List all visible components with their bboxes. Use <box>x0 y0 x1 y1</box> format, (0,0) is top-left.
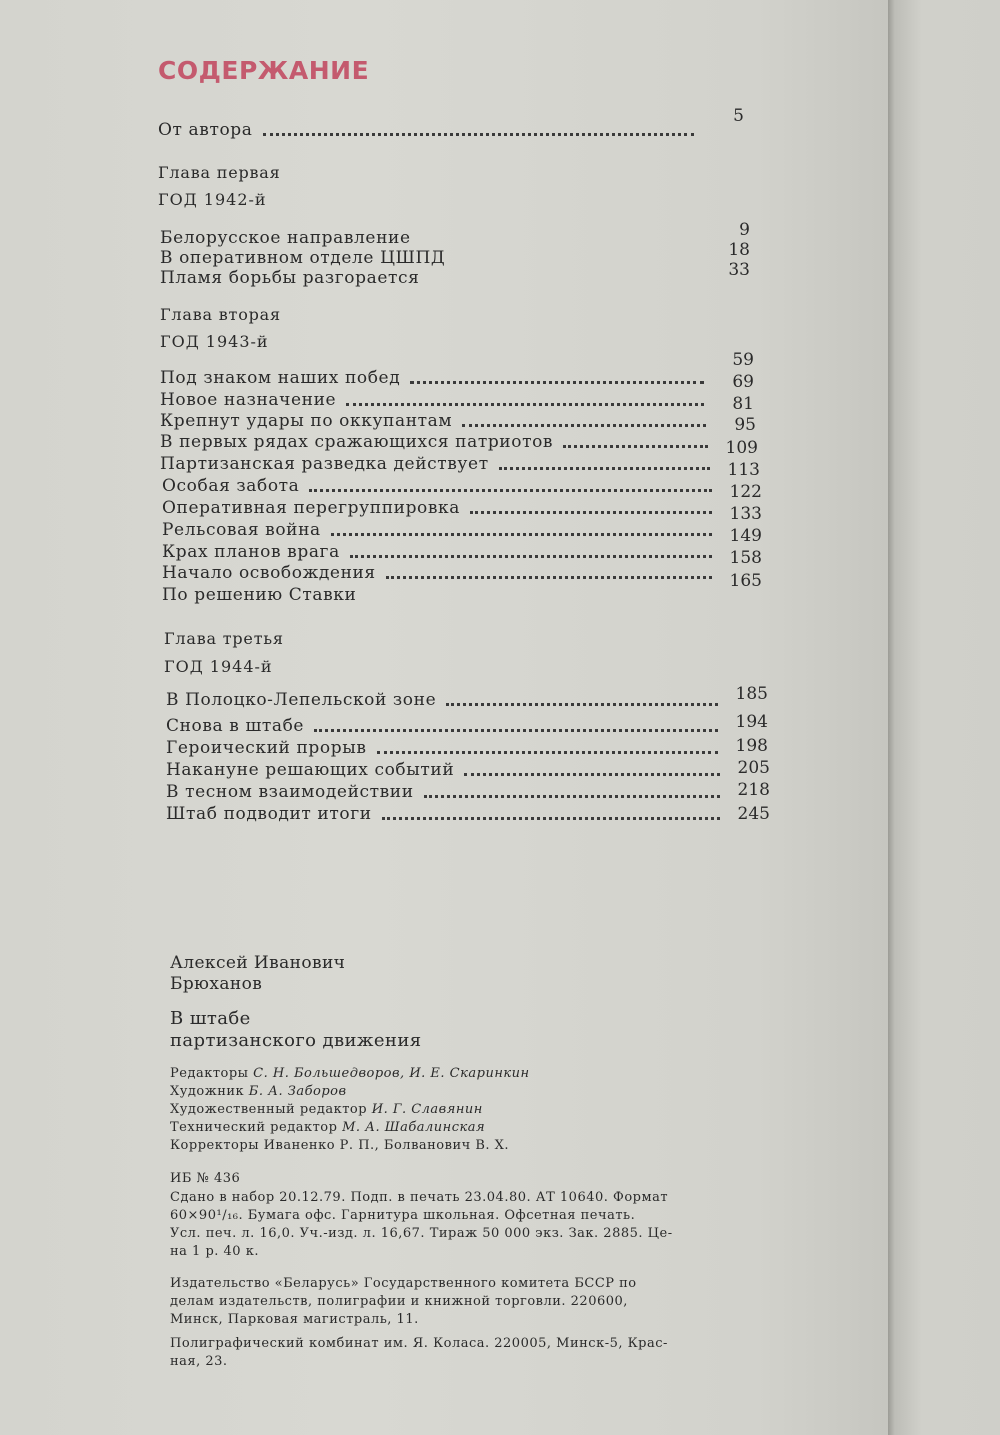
toc-entry-label: Партизанская разведка действует <box>160 454 489 474</box>
toc-entry-label: В первых рядах сражающихся патриотов <box>160 432 554 452</box>
printer-line-2: ная, 23. <box>170 1354 228 1369</box>
editors-label: Редакторы <box>170 1066 249 1081</box>
toc-entry <box>160 430 758 458</box>
toc-entry <box>160 366 754 390</box>
chapter-heading: Глава первая <box>158 163 281 182</box>
toc-entry-preface <box>158 106 744 142</box>
toc-entry <box>166 736 768 760</box>
toc-entry-label: Героический прорыв <box>166 738 367 758</box>
toc-entry-label: По решению Ставки <box>162 585 357 605</box>
toc-entry-page: 245 <box>737 804 770 824</box>
chapter-heading: Глава третья <box>164 629 284 648</box>
toc-entry-page: 158 <box>729 548 762 568</box>
toc-entry-label: Крах планов врага <box>162 542 340 562</box>
toc-entry-label: Крепнут удары по оккупантам <box>160 411 453 431</box>
book-gutter <box>888 0 1000 1435</box>
toc-entry-label: Оперативная перегруппировка <box>162 498 461 518</box>
print-info-line-2: 60×90¹/₁₆. Бумага офс. Гарнитура школьная. Офсетная печать. <box>170 1208 636 1223</box>
book-title-line-1: В штабе <box>170 1008 251 1029</box>
toc-entry-page: 69 <box>732 372 754 392</box>
toc-entry-page: 198 <box>735 736 768 756</box>
toc-entry <box>166 684 768 712</box>
dot-leader <box>410 380 704 384</box>
dot-leader <box>455 262 700 263</box>
dot-leader <box>350 554 712 558</box>
toc-entry-page: 18 <box>728 240 750 260</box>
art-editor-name: И. Г. Славянин <box>371 1102 483 1117</box>
toc-entry-page: 9 <box>739 220 750 240</box>
tech-editor-line <box>170 1120 485 1135</box>
dot-leader <box>263 132 694 136</box>
chapter-year: ГОД 1944-й <box>164 657 273 676</box>
toc-entry-label: Начало освобождения <box>162 563 376 583</box>
dot-leader <box>314 728 718 732</box>
dot-leader <box>464 772 720 776</box>
tech-editor-name: М. А. Шабалинская <box>342 1120 486 1135</box>
publisher-line-2: делам издательств, полиграфии и книжной торговли. 220600, <box>170 1294 628 1309</box>
author-surname: Брюханов <box>170 974 263 994</box>
toc-entry-label: Пламя борьбы разгорается <box>160 268 420 288</box>
print-info-line-3: Усл. печ. л. 16,0. Уч.-изд. л. 16,67. Тираж 50 000 экз. Зак. 2885. Це- <box>170 1226 673 1241</box>
toc-entry <box>162 561 762 591</box>
toc-entry-label: Под знаком наших побед <box>160 368 401 388</box>
dot-leader <box>462 423 706 427</box>
art-editor-line <box>170 1102 483 1117</box>
toc-entry-page: 205 <box>737 758 770 778</box>
dot-leader <box>377 750 718 754</box>
ib-number: ИБ № 436 <box>170 1171 241 1186</box>
dot-leader <box>429 282 700 283</box>
editors-names: С. Н. Большедворов, И. Е. Скаринкин <box>253 1066 530 1081</box>
artist-label: Художник <box>170 1084 245 1099</box>
dot-leader <box>470 510 712 514</box>
toc-entry <box>166 802 770 826</box>
print-info-line-1: Сдано в набор 20.12.79. Подп. в печать 23.04.80. АТ 10640. Формат <box>170 1190 669 1205</box>
author-name: Алексей Иванович <box>170 953 346 973</box>
dot-leader <box>424 794 720 798</box>
art-editor-label: Художественный редактор <box>170 1102 368 1117</box>
chapter-first-page: 59 <box>732 350 754 370</box>
toc-entry-label: От автора <box>158 120 253 140</box>
publisher-line-1: Издательство «Беларусь» Государственного комитета БССР по <box>170 1276 637 1291</box>
toc-entry-page: 218 <box>737 780 770 800</box>
toc-entry-label: Рельсовая война <box>162 520 321 540</box>
toc-entry-label: Штаб подводит итоги <box>166 804 372 824</box>
toc-entry-page: 185 <box>735 684 768 704</box>
toc-entry-page: 194 <box>735 712 768 732</box>
toc-entry-page: 81 <box>732 394 754 414</box>
toc-entry <box>160 260 750 290</box>
toc-entry <box>166 714 768 738</box>
toc-entry-label: Снова в штабе <box>166 716 305 736</box>
dot-leader <box>499 466 710 470</box>
toc-entry-label: Особая забота <box>162 476 300 496</box>
toc-entry-page: 109 <box>725 438 758 458</box>
toc-entry <box>162 583 762 607</box>
dot-leader <box>386 575 712 579</box>
chapter-year: ГОД 1942-й <box>158 190 267 209</box>
toc-entry-label: Накануне решающих событий <box>166 760 455 780</box>
dot-leader <box>331 532 712 536</box>
chapter-heading: Глава вторая <box>160 305 281 324</box>
dot-leader <box>309 488 712 492</box>
dot-leader <box>366 599 712 600</box>
toc-entry <box>160 452 760 480</box>
toc-entry-page: 113 <box>727 460 760 480</box>
toc-entry <box>162 474 762 502</box>
contents-title: СОДЕРЖАНИЕ <box>158 56 370 85</box>
toc-entry-label: Новое назначение <box>160 390 337 410</box>
toc-entry <box>166 758 770 782</box>
toc-entry <box>162 518 762 546</box>
chapter-year: ГОД 1943-й <box>160 332 269 351</box>
toc-entry-label: Белорусское направление <box>160 228 411 248</box>
toc-entry-page: 95 <box>734 415 756 435</box>
artist-line <box>170 1084 347 1099</box>
book-title-line-2: партизанского движения <box>170 1030 422 1051</box>
dot-leader <box>382 816 720 820</box>
dot-leader <box>446 702 718 706</box>
toc-entry-page: 5 <box>733 106 744 126</box>
toc-entry-label: В оперативном отделе ЦШПД <box>160 248 446 268</box>
toc-entry <box>166 780 770 804</box>
toc-entry-label: В тесном взаимодействии <box>166 782 414 802</box>
artist-name: Б. А. Заборов <box>248 1084 347 1099</box>
toc-entry-page: 122 <box>729 482 762 502</box>
dot-leader <box>346 402 704 406</box>
toc-entry-page: 133 <box>729 504 762 524</box>
tech-editor-label: Технический редактор <box>170 1120 338 1135</box>
toc-entry-page: 33 <box>728 260 750 280</box>
dot-leader <box>563 444 708 448</box>
publisher-line-3: Минск, Парковая магистраль, 11. <box>170 1312 419 1327</box>
printer-line-1: Полиграфический комбинат им. Я. Коласа. 220005, Минск-5, Крас- <box>170 1336 668 1351</box>
toc-entry <box>162 496 762 524</box>
dot-leader <box>421 242 700 243</box>
toc-entry-label: В Полоцко-Лепельской зоне <box>166 690 437 710</box>
correctors-line: Корректоры Иваненко Р. П., Болванович В. Х. <box>170 1138 510 1153</box>
toc-entry-page: 149 <box>729 526 762 546</box>
editors-line <box>170 1066 530 1081</box>
toc-entry-page: 165 <box>729 571 762 591</box>
print-info-line-4: на 1 р. 40 к. <box>170 1244 259 1259</box>
